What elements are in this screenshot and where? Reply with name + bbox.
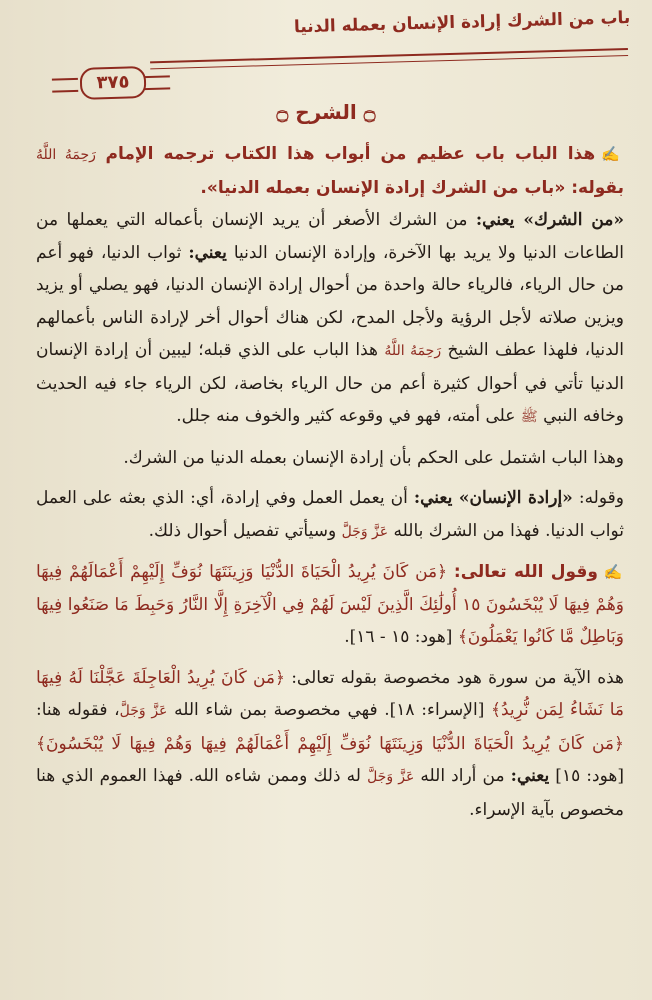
paragraph-text-c: هذا الباب على الذي قبله؛ ليبين أن إرادة الإنسان الدنيا تأتي في أحوال كثيرة أعم من حال الرياء بخاصة، لكن الرياء جاء فيه الحديث وخافه النبي (36, 340, 624, 426)
verse-reference-isra: [الإسراء: ١٨]. (384, 700, 485, 720)
paragraph-min-al-shirk (36, 204, 624, 434)
rahimahullah-symbol: رَحِمَهُ اللَّهُ (36, 147, 96, 163)
term-label: يعني: (510, 766, 550, 786)
quote-label: وقول الله تعالى: (453, 562, 598, 582)
paragraph-intro (36, 138, 624, 204)
pen-marker-icon: ✍ (603, 563, 624, 581)
header-rule (150, 48, 628, 69)
quran-verse-isra: ﴿مَن كَانَ يُرِيدُ الْعَاجِلَةَ عَجَّلْنَا لَهُ فِيهَا مَا نَشَاءُ لِمَن نُّرِيدُ﴾ (36, 667, 625, 720)
pen-marker-icon: ✍ (601, 145, 625, 163)
rahimahullah-symbol: رَحِمَهُ اللَّهُ (384, 343, 442, 359)
paragraph-text: أن يعمل العمل وفي إرادة، أي: الذي بعثه على العمل ثواب الدنيا. فهذا من الشرك بالله (36, 488, 624, 541)
paragraph-text-b: فهي مخصوصة بمن شاء الله (174, 700, 378, 720)
commentary-body (36, 138, 624, 826)
paragraph-text-d: من أراد الله (420, 766, 505, 786)
azza-wajalla-symbol: عَزَّ وَجَلَّ (367, 769, 415, 785)
section-heading (0, 100, 652, 124)
chapter-title-quote: بقوله: «باب من الشرك إرادة الإنسان بعمله الدنيا». (200, 177, 624, 198)
ornament-bars-right (144, 75, 170, 90)
paragraph-chapter-summary: وهذا الباب اشتمل على الحكم بأن إرادة الإنسان بعمله الدنيا من الشرك. (123, 447, 624, 468)
paragraph-specification (36, 662, 624, 827)
term-label: «من الشرك» يعني: (475, 210, 624, 230)
paragraph-text-b: وسيأتي تفصيل أحوال ذلك. (148, 520, 337, 541)
section-heading-text: الشرح (295, 100, 357, 124)
ornament-bars-left (52, 78, 78, 93)
heading-ornament-right: ۝ (356, 100, 376, 124)
paragraph-text-b: ثواب الدنيا، فهو أعم من حال الرياء، فالرياء حالة واحدة من أحوال إرادة الإنسان الدنيا، فهو يصلي أو يزيد ويزين صلاته لأجل الرؤية ولأجل المدح، لكن هناك أحوال أخر لإرادة الناس بأعمالهم الدنيا، فلهذا عطف الشيخ (36, 242, 624, 360)
paragraph-text-c: ، فقوله هنا: (36, 700, 120, 720)
quran-verse-hud: ﴿مَن كَانَ يُرِيدُ الْحَيَاةَ الدُّنْيَا وَزِينَتَهَا نُوَفِّ إِلَيْهِمْ أَعْمَالَهُمْ فِيهَا وَهُمْ فِيهَا لَا يُبْخَسُونَ﴾ (36, 733, 624, 754)
heading-ornament-left: ۝ (276, 100, 296, 124)
quran-verse: ﴿مَن كَانَ يُرِيدُ الْحَيَاةَ الدُّنْيَا وَزِينَتَهَا نُوَفِّ إِلَيْهِمْ أَعْمَالَهُمْ فِيهَا وَهُمْ فِيهَا لَا يُبْخَسُونَ ١٥ أُولَٰئِكَ الَّذِينَ لَيْسَ لَهُمْ فِي الْآخِرَةِ إِلَّا النَّارُ وَحَبِطَ مَا صَنَعُوا فِيهَا وَبَاطِلٌ مَّا كَانُوا يَعْمَلُونَ﴾ (36, 562, 624, 647)
intro-lead: هذا الباب باب عظيم من أبواب هذا الكتاب ترجمه الإمام (105, 144, 596, 164)
azza-wajalla-symbol: عَزَّ وَجَلَّ (119, 703, 168, 719)
salla-symbol: ﷺ (520, 409, 538, 425)
verse-reference-hud: [هود: ١٥] (555, 766, 624, 786)
prefix-text: وقوله: (578, 488, 624, 508)
azza-wajalla-symbol: عَزَّ وَجَلَّ (341, 523, 389, 540)
page-number-ornament (52, 65, 171, 98)
paragraph-text: هذه الآية من سورة هود مخصوصة بقوله تعالى: (291, 667, 624, 688)
verse-reference: [هود: ١٥ - ١٦]. (344, 627, 453, 647)
running-title: باب من الشرك إرادة الإنسان بعمله الدنيا (293, 8, 631, 38)
term-label-2: يعني: (188, 242, 227, 263)
paragraph-quran-quote (36, 556, 624, 654)
term-label: «إرادة الإنسان» يعني: (413, 488, 573, 508)
paragraph-iradat-al-insan (36, 482, 624, 548)
paragraph-text: من الشرك الأصغر أن يريد الإنسان بأعماله التي يعملها من الطاعات الدنيا ولا يريد بها الآخرة، وإرادة الإنسان الدنيا (36, 210, 625, 263)
paragraph-text-d: على أمته، فهو في وقوعه كثير والخوف منه جلل. (176, 406, 516, 426)
paragraph-text-e: له ذلك وممن شاءه الله. فهذا العموم الذي هنا مخصوص بآية الإسراء. (36, 766, 624, 820)
page-number: ٣٧٥ (80, 66, 147, 100)
